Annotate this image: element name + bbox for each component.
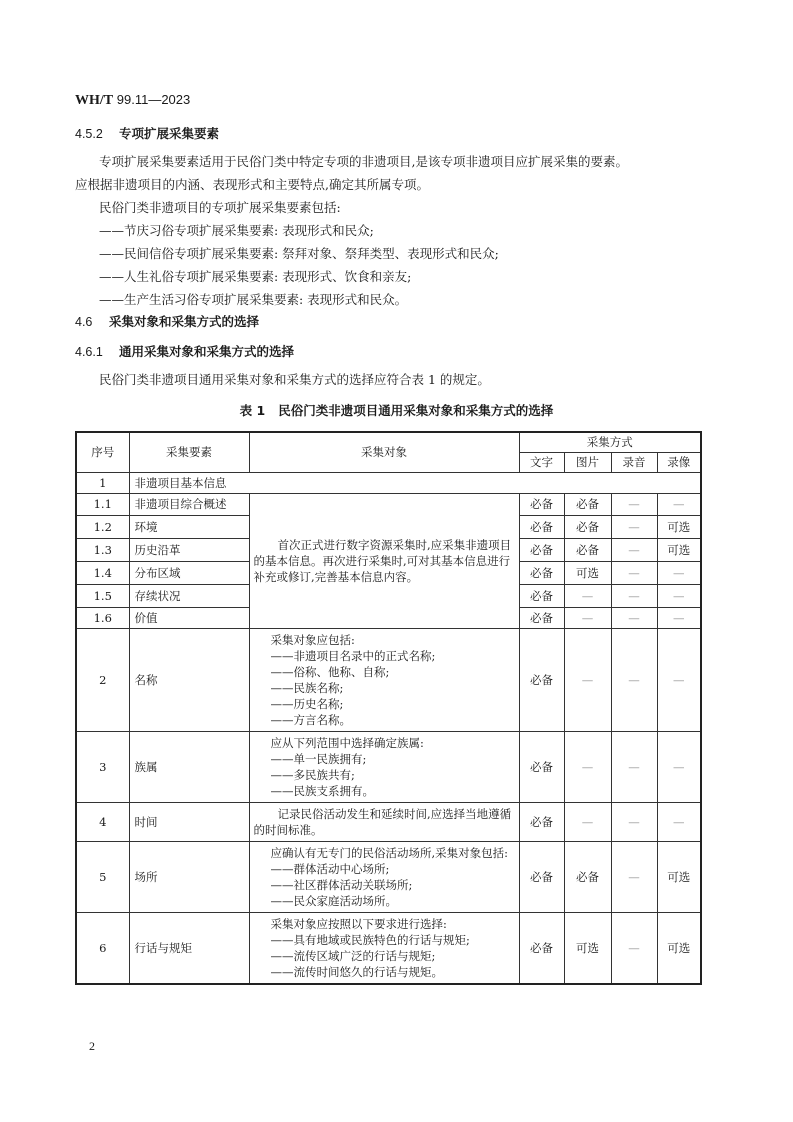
cell-seq: 1.3 bbox=[76, 538, 129, 561]
cell-image: 必备 bbox=[564, 515, 611, 538]
code-number: 99.11—2023 bbox=[116, 92, 191, 107]
header-text: 文字 bbox=[519, 452, 564, 472]
cell-element: 分布区域 bbox=[129, 561, 249, 584]
section-title: 采集对象和采集方式的选择 bbox=[109, 314, 260, 329]
section-number: 4.6 bbox=[75, 315, 93, 329]
cell-object bbox=[249, 628, 519, 731]
cell-element: 环境 bbox=[129, 515, 249, 538]
code-prefix: WH/T bbox=[75, 93, 114, 108]
object-line: ——多民族共有; bbox=[270, 767, 355, 782]
cell-audio: — bbox=[611, 493, 657, 515]
cell-audio: — bbox=[611, 584, 657, 607]
cell-seq: 1.4 bbox=[76, 561, 129, 584]
cell-video: — bbox=[657, 802, 701, 841]
cell-object bbox=[249, 802, 519, 841]
table-header-row bbox=[76, 432, 701, 452]
cell-image: 可选 bbox=[564, 912, 611, 984]
section-title: 专项扩展采集要素 bbox=[119, 126, 220, 141]
table-row bbox=[76, 802, 701, 841]
cell-text: 必备 bbox=[519, 584, 564, 607]
cell-image: — bbox=[564, 628, 611, 731]
cell-element: 存续状况 bbox=[129, 584, 249, 607]
cell-video: — bbox=[657, 493, 701, 515]
cell-text: 必备 bbox=[519, 628, 564, 731]
object-line: ——群体活动中心场所; bbox=[270, 861, 390, 876]
cell-video: 可选 bbox=[657, 538, 701, 561]
header-video: 录像 bbox=[657, 452, 701, 472]
cell-audio: — bbox=[611, 561, 657, 584]
list-item: ——人生礼俗专项扩展采集要素: 表现形式、饮食和亲友; bbox=[99, 269, 412, 284]
cell-video: — bbox=[657, 731, 701, 802]
cell-text: 必备 bbox=[519, 538, 564, 561]
header-audio: 录音 bbox=[611, 452, 657, 472]
cell-seq: 4 bbox=[76, 802, 129, 841]
object-line: ——俗称、他称、自称; bbox=[270, 664, 390, 679]
cell-audio: — bbox=[611, 731, 657, 802]
cell-element: 场所 bbox=[129, 841, 249, 912]
table-title: 民俗门类非遗项目通用采集对象和采集方式的选择 bbox=[278, 403, 554, 418]
table-row bbox=[76, 628, 701, 731]
object-line: ——民众家庭活动场所。 bbox=[270, 893, 397, 908]
heading-4-6 bbox=[75, 312, 259, 330]
list-item: ——生产生活习俗专项扩展采集要素: 表现形式和民众。 bbox=[99, 292, 408, 307]
cell-text: 必备 bbox=[519, 493, 564, 515]
cell-object bbox=[249, 841, 519, 912]
cell-video: 可选 bbox=[657, 841, 701, 912]
cell-audio: — bbox=[611, 628, 657, 731]
paragraph: 民俗门类非遗项目通用采集对象和采集方式的选择应符合表 1 的规定。 bbox=[99, 372, 490, 387]
table-row-group bbox=[76, 472, 701, 493]
header-method: 采集方式 bbox=[519, 432, 701, 452]
section-number: 4.6.1 bbox=[75, 345, 103, 359]
cell-video: — bbox=[657, 561, 701, 584]
cell-image: — bbox=[564, 802, 611, 841]
object-line: 采集对象应按照以下要求进行选择: bbox=[270, 916, 447, 931]
cell-element: 非遗项目综合概述 bbox=[129, 493, 249, 515]
heading-4-5-2 bbox=[75, 124, 219, 142]
cell-image: 必备 bbox=[564, 841, 611, 912]
cell-seq: 5 bbox=[76, 841, 129, 912]
cell-text: 必备 bbox=[519, 912, 564, 984]
table-row bbox=[76, 912, 701, 984]
object-text: 首次正式进行数字资源采集时,应采集非遗项目的基本信息。再次进行采集时,可对其基本信息进行补充或修订,完善基本信息内容。 bbox=[253, 537, 512, 584]
object-line: ——单一民族拥有; bbox=[270, 751, 367, 766]
section-number: 4.5.2 bbox=[75, 127, 103, 141]
cell-element: 行话与规矩 bbox=[129, 912, 249, 984]
cell-seq: 1.2 bbox=[76, 515, 129, 538]
cell-text: 必备 bbox=[519, 731, 564, 802]
cell-seq: 6 bbox=[76, 912, 129, 984]
object-line: ——方言名称。 bbox=[270, 712, 351, 727]
cell-image: 必备 bbox=[564, 538, 611, 561]
cell-seq: 1.6 bbox=[76, 607, 129, 628]
paragraph: 专项扩展采集要素适用于民俗门类中特定专项的非遗项目,是该专项非遗项目应扩展采集的要素。 bbox=[99, 154, 628, 169]
object-text: 记录民俗活动发生和延续时间,应选择当地遵循的时间标准。 bbox=[253, 806, 512, 837]
cell-audio: — bbox=[611, 912, 657, 984]
header-seq: 序号 bbox=[76, 432, 129, 472]
cell-image: — bbox=[564, 584, 611, 607]
cell-element: 族属 bbox=[129, 731, 249, 802]
document-code bbox=[75, 92, 190, 109]
object-line: ——流传区域广泛的行话与规矩; bbox=[270, 948, 436, 963]
table-label: 表 1 bbox=[239, 403, 266, 418]
object-line: ——历史名称; bbox=[270, 696, 344, 711]
table-row bbox=[76, 841, 701, 912]
heading-4-6-1 bbox=[75, 342, 294, 360]
object-line: ——民族名称; bbox=[270, 680, 344, 695]
cell-image: 必备 bbox=[564, 493, 611, 515]
cell-audio: — bbox=[611, 515, 657, 538]
cell-video: 可选 bbox=[657, 912, 701, 984]
data-table bbox=[75, 431, 702, 985]
cell-seq: 1 bbox=[76, 472, 129, 493]
paragraph: 民俗门类非遗项目的专项扩展采集要素包括: bbox=[99, 200, 341, 215]
cell-seq: 2 bbox=[76, 628, 129, 731]
cell-object bbox=[249, 731, 519, 802]
cell-video: — bbox=[657, 584, 701, 607]
object-line: ——具有地域或民族特色的行话与规矩; bbox=[270, 932, 470, 947]
object-line: ——民族支系拥有。 bbox=[270, 783, 374, 798]
cell-video: — bbox=[657, 628, 701, 731]
cell-seq: 3 bbox=[76, 731, 129, 802]
cell-image: — bbox=[564, 731, 611, 802]
cell-image: 可选 bbox=[564, 561, 611, 584]
cell-object-shared bbox=[249, 493, 519, 628]
header-image: 图片 bbox=[564, 452, 611, 472]
table-caption bbox=[0, 401, 793, 419]
cell-audio: — bbox=[611, 841, 657, 912]
cell-seq: 1.5 bbox=[76, 584, 129, 607]
cell-image: — bbox=[564, 607, 611, 628]
cell-text: 必备 bbox=[519, 607, 564, 628]
cell-element: 价值 bbox=[129, 607, 249, 628]
cell-text: 必备 bbox=[519, 841, 564, 912]
cell-text: 必备 bbox=[519, 561, 564, 584]
table-row bbox=[76, 731, 701, 802]
object-line: ——流传时间悠久的行话与规矩。 bbox=[270, 964, 443, 979]
object-line: 应确认有无专门的民俗活动场所,采集对象包括: bbox=[270, 845, 509, 860]
cell-audio: — bbox=[611, 802, 657, 841]
header-element: 采集要素 bbox=[129, 432, 249, 472]
cell-element: 时间 bbox=[129, 802, 249, 841]
list-item: ——节庆习俗专项扩展采集要素: 表现形式和民众; bbox=[99, 223, 374, 238]
cell-element: 名称 bbox=[129, 628, 249, 731]
cell-text: 必备 bbox=[519, 515, 564, 538]
cell-element: 历史沿革 bbox=[129, 538, 249, 561]
object-line: ——社区群体活动关联场所; bbox=[270, 877, 413, 892]
cell-video: 可选 bbox=[657, 515, 701, 538]
cell-seq: 1.1 bbox=[76, 493, 129, 515]
page-number: 2 bbox=[89, 1039, 95, 1053]
cell-text: 必备 bbox=[519, 802, 564, 841]
paragraph: 应根据非遗项目的内涵、表现形式和主要特点,确定其所属专项。 bbox=[75, 177, 429, 192]
header-object: 采集对象 bbox=[249, 432, 519, 472]
object-line: 采集对象应包括: bbox=[270, 632, 355, 647]
object-line: 应从下列范围中选择确定族属: bbox=[270, 735, 424, 750]
cell-object bbox=[249, 912, 519, 984]
list-item: ——民间信俗专项扩展采集要素: 祭拜对象、祭拜类型、表现形式和民众; bbox=[99, 246, 499, 261]
table-row bbox=[76, 493, 701, 515]
cell-audio: — bbox=[611, 538, 657, 561]
cell-element: 非遗项目基本信息 bbox=[129, 472, 701, 493]
object-line: ——非遗项目名录中的正式名称; bbox=[270, 648, 436, 663]
section-title: 通用采集对象和采集方式的选择 bbox=[119, 344, 295, 359]
cell-audio: — bbox=[611, 607, 657, 628]
cell-video: — bbox=[657, 607, 701, 628]
